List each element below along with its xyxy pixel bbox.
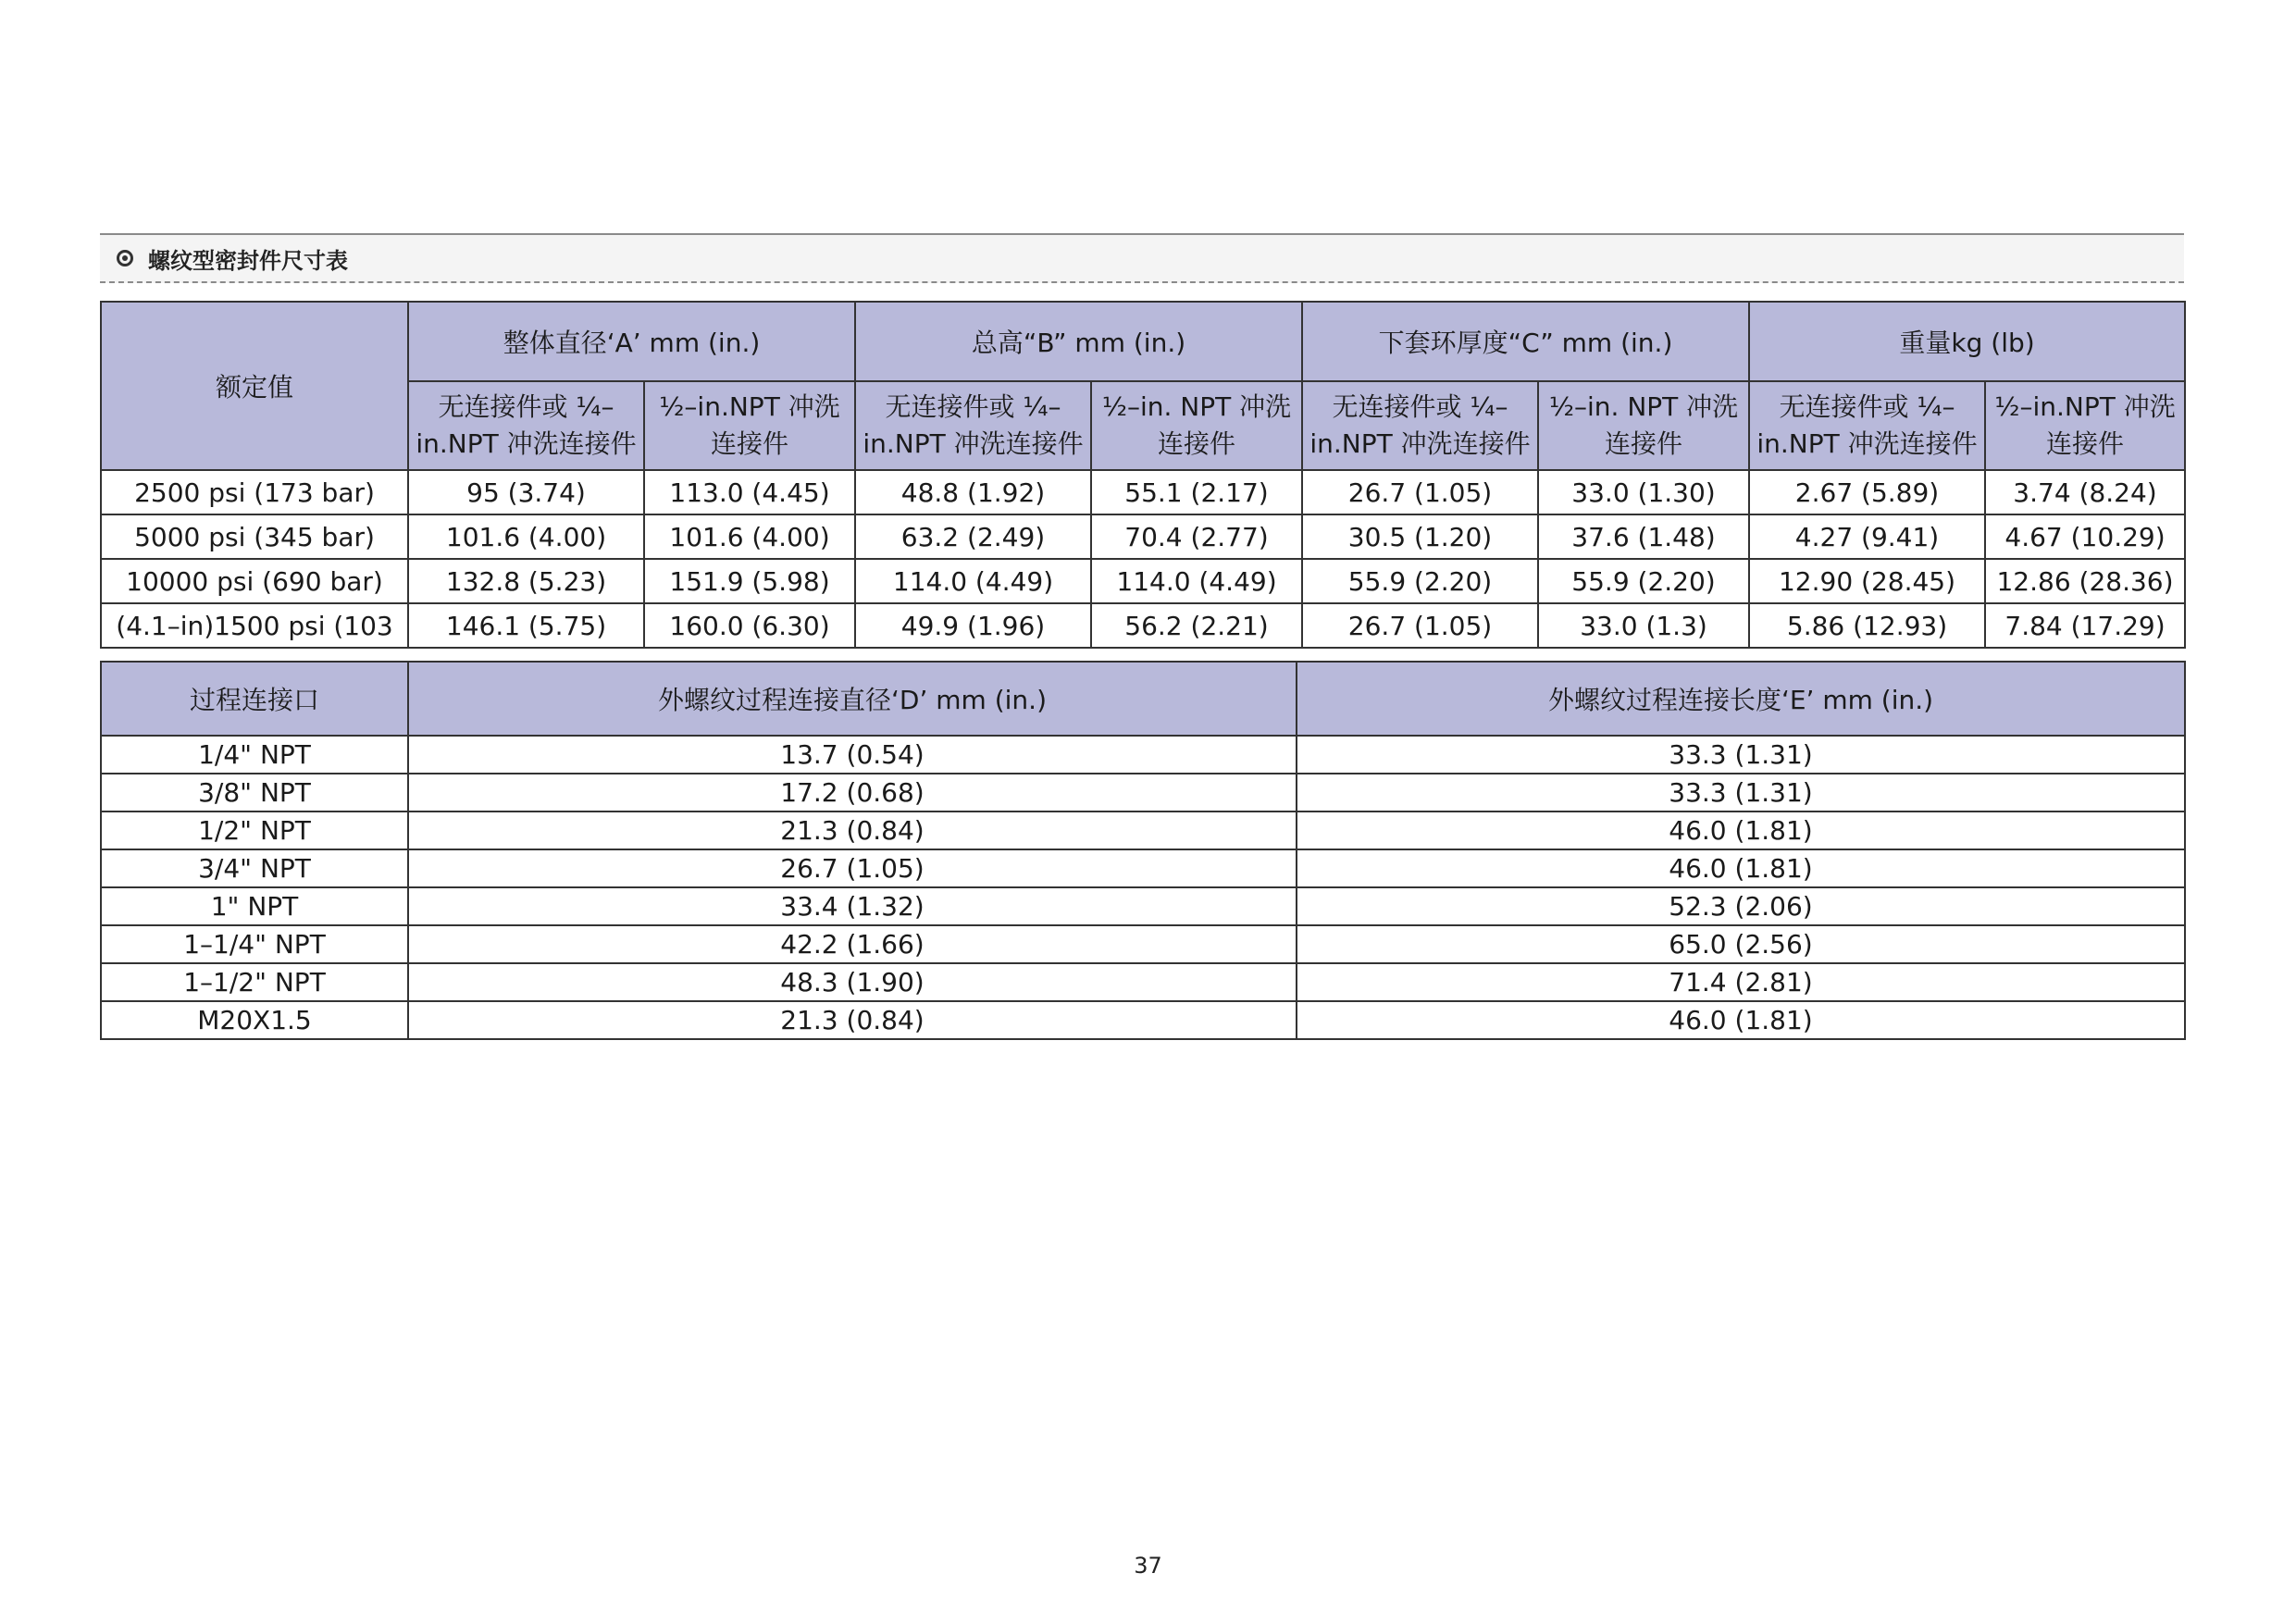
- section-title: 螺纹型密封件尺寸表: [148, 247, 348, 274]
- table-row: [101, 774, 2185, 812]
- table-cell: 26.7 (1.05): [1302, 470, 1538, 514]
- table-cell: 95 (3.74): [408, 470, 644, 514]
- subheader-b-half-inch: ½–in. NPT 冲洗连接件: [1091, 381, 1302, 470]
- table-cell: 3/8" NPT: [101, 774, 408, 812]
- table-cell: 26.7 (1.05): [1302, 603, 1538, 648]
- table-cell: 1/2" NPT: [101, 812, 408, 849]
- subheader-weight-half-inch: ½–in.NPT 冲洗连接件: [1985, 381, 2185, 470]
- header-process-connection: 过程连接口: [101, 662, 408, 736]
- table-cell: 10000 psi (690 bar): [101, 559, 408, 603]
- header-row-groups: [101, 302, 2185, 381]
- table-cell: 1" NPT: [101, 887, 408, 925]
- table-cell: 49.9 (1.96): [855, 603, 1091, 648]
- table-cell: 48.8 (1.92): [855, 470, 1091, 514]
- table-cell: 52.3 (2.06): [1297, 887, 2185, 925]
- table-row: [101, 812, 2185, 849]
- table-cell: 1–1/2" NPT: [101, 963, 408, 1001]
- table-cell: 26.7 (1.05): [408, 849, 1297, 887]
- table-cell: 151.9 (5.98): [644, 559, 855, 603]
- table-cell: 4.67 (10.29): [1985, 514, 2185, 559]
- table-cell: 33.3 (1.31): [1297, 736, 2185, 774]
- table-cell: 146.1 (5.75): [408, 603, 644, 648]
- table-row: [101, 736, 2185, 774]
- table-cell: 37.6 (1.48): [1538, 514, 1749, 559]
- process-connection-table: [100, 661, 2186, 1040]
- dimensions-table: [100, 301, 2186, 649]
- table-cell: 2500 psi (173 bar): [101, 470, 408, 514]
- table-cell: (4.1–in)1500 psi (103: [101, 603, 408, 648]
- page-number: 37: [1134, 1553, 1162, 1579]
- subheader-a-no-connection: 无连接件或 ¼–in.NPT 冲洗连接件: [408, 381, 644, 470]
- table-cell: 42.2 (1.66): [408, 925, 1297, 963]
- table-cell: 33.0 (1.30): [1538, 470, 1749, 514]
- table-cell: 132.8 (5.23): [408, 559, 644, 603]
- table-row: [101, 559, 2185, 603]
- header-row: [101, 662, 2185, 736]
- table-row: [101, 887, 2185, 925]
- header-group-total-height: 总高“B” mm (in.): [855, 302, 1302, 381]
- table-cell: 48.3 (1.90): [408, 963, 1297, 1001]
- double-circle-icon: [117, 250, 133, 266]
- subheader-b-no-connection: 无连接件或 ¼–in.NPT 冲洗连接件: [855, 381, 1091, 470]
- table-row: [101, 925, 2185, 963]
- table-cell: 46.0 (1.81): [1297, 1001, 2185, 1039]
- section-header: [100, 233, 2184, 283]
- table-cell: 46.0 (1.81): [1297, 812, 2185, 849]
- table-cell: 5000 psi (345 bar): [101, 514, 408, 559]
- header-thread-length-e: 外螺纹过程连接长度‘E’ mm (in.): [1297, 662, 2185, 736]
- header-row-subcolumns: [101, 381, 2185, 470]
- table-cell: 13.7 (0.54): [408, 736, 1297, 774]
- subheader-weight-no-connection: 无连接件或 ¼–in.NPT 冲洗连接件: [1749, 381, 1985, 470]
- table-cell: 70.4 (2.77): [1091, 514, 1302, 559]
- table-cell: 160.0 (6.30): [644, 603, 855, 648]
- table-cell: 55.1 (2.17): [1091, 470, 1302, 514]
- table-cell: 3.74 (8.24): [1985, 470, 2185, 514]
- subheader-c-no-connection: 无连接件或 ¼–in.NPT 冲洗连接件: [1302, 381, 1538, 470]
- table-cell: 55.9 (2.20): [1302, 559, 1538, 603]
- table-cell: 1–1/4" NPT: [101, 925, 408, 963]
- table-cell: 1/4" NPT: [101, 736, 408, 774]
- header-group-weight: 重量kg (lb): [1749, 302, 2185, 381]
- table-cell: 2.67 (5.89): [1749, 470, 1985, 514]
- table-row: [101, 514, 2185, 559]
- table-cell: 101.6 (4.00): [644, 514, 855, 559]
- table-row: [101, 1001, 2185, 1039]
- table-cell: 5.86 (12.93): [1749, 603, 1985, 648]
- table-cell: 71.4 (2.81): [1297, 963, 2185, 1001]
- table-row: [101, 963, 2185, 1001]
- table-cell: 4.27 (9.41): [1749, 514, 1985, 559]
- header-thread-diameter-d: 外螺纹过程连接直径‘D’ mm (in.): [408, 662, 1297, 736]
- table-cell: 30.5 (1.20): [1302, 514, 1538, 559]
- table-cell: 55.9 (2.20): [1538, 559, 1749, 603]
- table-row: [101, 603, 2185, 648]
- table-cell: 114.0 (4.49): [855, 559, 1091, 603]
- table-cell: 101.6 (4.00): [408, 514, 644, 559]
- table-cell: 33.0 (1.3): [1538, 603, 1749, 648]
- subheader-a-half-inch: ½–in.NPT 冲洗连接件: [644, 381, 855, 470]
- table-cell: 56.2 (2.21): [1091, 603, 1302, 648]
- table-cell: 63.2 (2.49): [855, 514, 1091, 559]
- header-group-lower-collar-thickness: 下套环厚度“C” mm (in.): [1302, 302, 1749, 381]
- table-cell: 3/4" NPT: [101, 849, 408, 887]
- table-cell: 12.90 (28.45): [1749, 559, 1985, 603]
- table-cell: 7.84 (17.29): [1985, 603, 2185, 648]
- table-cell: 113.0 (4.45): [644, 470, 855, 514]
- table-cell: 21.3 (0.84): [408, 1001, 1297, 1039]
- header-group-overall-diameter: 整体直径‘A’ mm (in.): [408, 302, 855, 381]
- table-cell: 46.0 (1.81): [1297, 849, 2185, 887]
- table-row: [101, 470, 2185, 514]
- table-cell: 21.3 (0.84): [408, 812, 1297, 849]
- table-row: [101, 849, 2185, 887]
- table-cell: 17.2 (0.68): [408, 774, 1297, 812]
- header-rated-value: 额定值: [101, 302, 408, 470]
- table-cell: M20X1.5: [101, 1001, 408, 1039]
- subheader-c-half-inch: ½–in. NPT 冲洗连接件: [1538, 381, 1749, 470]
- table-cell: 33.3 (1.31): [1297, 774, 2185, 812]
- table-cell: 33.4 (1.32): [408, 887, 1297, 925]
- table-cell: 65.0 (2.56): [1297, 925, 2185, 963]
- table-cell: 114.0 (4.49): [1091, 559, 1302, 603]
- table-cell: 12.86 (28.36): [1985, 559, 2185, 603]
